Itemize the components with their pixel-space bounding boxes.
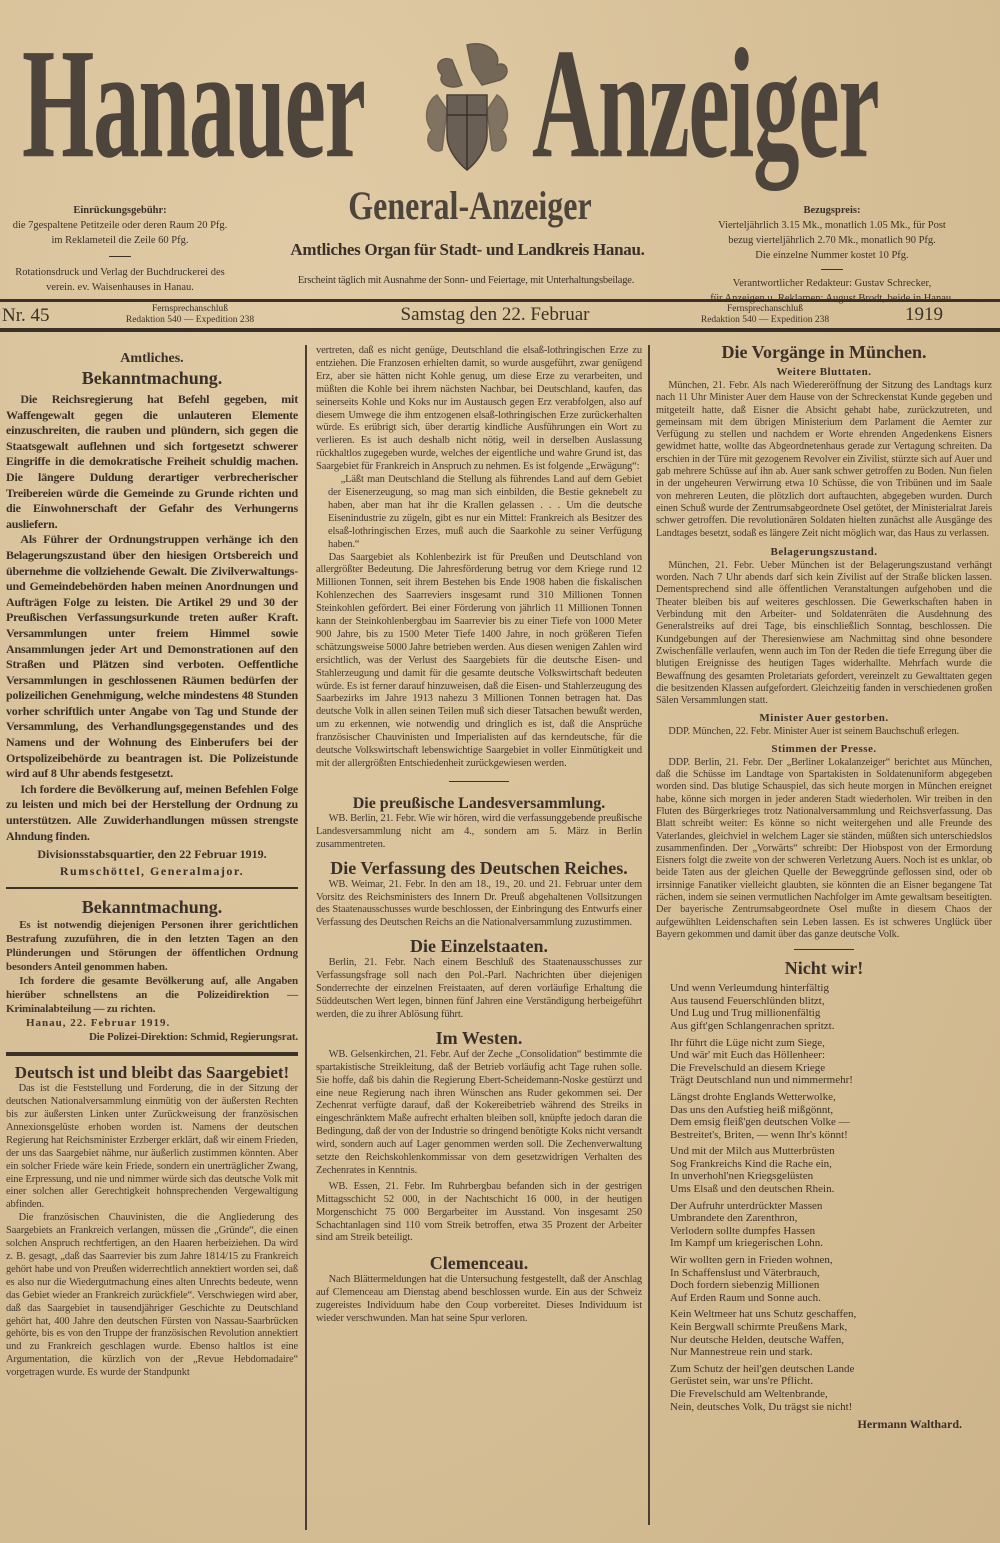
article-body [316, 879, 642, 931]
article-continuation [316, 345, 642, 771]
article-body [6, 392, 298, 844]
poem-line: Nur deutsche Helden, deutsche Waffen, [670, 1333, 845, 1346]
paragraph: DDP. Berlin, 21. Febr. Der „Berliner Lokalanzeiger“ berichtet aus München, daß die Schüsse im Landtage von Spartakisten in Soldatenuniform abgegeben worden sind. Das blutige Schauspiel, das sich heute morgen in München ereignet habe, könne sich morgen in jeder anderen Stadt wiederholen. Wir treiben in den Fluten des Bürgerkrieges trotz Nationalversammlung und Reichsverfassung. Das Blatt schreibt weiter: Es könne so nicht weitergehen und alle Freunde des Vaterlandes, gleichviel in welchem Lager sie ständen, müßten sich unterschiedslos zusammenfinden. Der „Vorwärts“ schreibt: Der Hiobspost von der Ermordung Eisners folgt die zweite von der schweren Verletzung Auers. Noch ist es unklar, ob beide Taten aus der gleichen Quelle der Beweggründe geflossen sind, oder ob irrsinnige Fanatiker vielleicht glaubten, sie könnten die an Eisner begangene Tat rächen, indem sie seinen vermutlichen Nachfolger im Amte gewaltsam beseitigten. Der bayerische Zentrumsabgeordnete Osel mußte in diesem Chaos der aufgewühlten Leidenschaften sein Leben lassen. Es ist schweres Unglück über Bayern gekommen und damit über das ganze deutsche Volk. [656, 756, 992, 940]
coat-of-arms-icon [412, 40, 522, 180]
poem-stanza [670, 1254, 992, 1304]
subscription-line: Vierteljährlich 3.15 Mk., monatlich 1.05 Mk., für Post [718, 220, 946, 231]
organ-line: Amtliches Organ für Stadt- und Landkreis Hanau. [290, 240, 645, 259]
phone-numbers: Redaktion 540 — Expedition 238 [700, 315, 830, 325]
poem-line: Ihr führt die Lüge nicht zum Siege, [670, 1036, 825, 1049]
article-title: Deutsch ist und bleibt das Saargebiet! [14, 1063, 290, 1083]
poem-line: Kein Weltmeer hat uns Schutz geschaffen, [670, 1308, 857, 1321]
article-body [316, 1049, 642, 1246]
divider [109, 256, 131, 257]
paragraph: Ich fordere die Bevölkerung auf, meinen Befehlen Folge zu leisten und mich bei der Herstellung der Ordnung zu unterstützen. Alle Zuwiderhandlungen müssen strengste Ahndung finden. [6, 781, 298, 843]
phone-label: Fernsprechanschluß [727, 304, 803, 314]
editor-line: Verantwortlicher Redakteur: Gustav Schrecker, [732, 278, 932, 289]
article-body [6, 918, 298, 1044]
ad-rates-heading: Einrückungsgebühr: [73, 205, 167, 216]
article-title: Die Vorgänge in München. [721, 342, 927, 362]
issue-year: 1919 [905, 304, 943, 325]
paragraph: WB. Gelsenkirchen, 21. Febr. Auf der Zeche „Consolidation“ bestimmte die spartakistische Streikleitung, daß der Betrieb vorläufig acht Tage ruhen solle. Sie hoffe, daß bis dahin die Regierung Ebert-Scheidemann-Noske gestürzt und eine neue Regierung nach ihren Wünschen ans Ruder gekommen sei. Der Zechenrat verfügte darauf, daß der Kokereibetrieb während des Streiks in eingeschränktem Maße aufrecht erhalten bleiben soll, knüpfte jedoch daran die Bedingung, daß der von der Industrie so dringend benötigte Koks nicht versandt wird, sondern auch auf Lager genommen werden soll. Die Zechenverwaltung setzte den Reichskohlenkommissar von dem gesetzwidrigen Verhalten des Zechenrates in Kenntnis. [316, 1048, 642, 1176]
poem-stanza [670, 982, 992, 1032]
place-date: Hanau, 22. Februar 1919. [26, 1017, 171, 1030]
issue-number: Nr. 45 [2, 305, 50, 326]
subtitle: General-Anzeiger [348, 183, 592, 228]
poem-line: Ums Elsaß und den deutschen Rhein. [670, 1183, 835, 1196]
poem-line: Bestreitet's, Briten, — wenn Ihr's könnt! [670, 1128, 848, 1141]
poem-line: Längst drohte Englands Wetterwolke, [670, 1090, 836, 1103]
paragraph: WB. Berlin, 21. Febr. Wie wir hören, wird die verfassunggebende preußische Landesversammlung nicht am 4., sondern am 5. März in Berlin zusammentreten. [316, 812, 642, 850]
quote-paragraph: „Läßt man Deutschland die Stellung als führendes Land auf dem Gebiet der Eisenerzeugung, so mag man sich einbilden, die Bestie geknebelt zu haben, aber man hat ihr die Krallen gelassen . . . Um die deutsche Eisenindustrie zu zügeln, gibt es nur ein Mittel: Frankreich als Besitzer des elsaß-lothringischen Erzes, muß auch die Saarkohle zu seiner Verfügung haben.“ [328, 474, 642, 550]
ad-rates-line: im Reklameteil die Zeile 60 Pfg. [51, 235, 189, 246]
poem-line: Die Frevelschuld an diesem Kriege [670, 1061, 826, 1074]
poem-author: Hermann Walthard. [857, 1417, 962, 1432]
article-body [656, 560, 992, 708]
poem-line: Umbrandete den Zarenthron, [670, 1212, 798, 1225]
poem-line: Das uns den Aufstieg heiß mißgönnt, [670, 1103, 834, 1116]
section-heading: Amtliches. [120, 351, 184, 366]
divider [821, 269, 843, 270]
article-title: Die Verfassung des Deutschen Reiches. [330, 857, 628, 878]
subscription-heading: Bezugspreis: [803, 205, 861, 216]
phone-info-left [95, 304, 285, 326]
paragraph: Nach Blättermeldungen hat die Untersuchung festgestellt, daß der Anschlag auf Clemenceau am Dienstag abend beschlossen wurde. Ein aus der Schweiz zugereistes Individuum habe den Coup vorbereitet. Dieses Individuum ist wieder verschwunden. Man hat seine Spur verloren. [316, 1274, 642, 1325]
paragraph: Das ist die Feststellung und Forderung, die in der Sitzung der deutschen Nationalversammlung einmütig von der äußersten Rechten bis zur äußersten Linken unter Zurückweisung der französischen Annexionsgelüste erhoben worden ist. Namens der deutschen Regierung hat Reichsminister Erzberger erklärt, daß wir einem Frieden, der uns das Saargebiet nähme, nur äußerlich zustimmen könnten. Aber ein solcher Friede wäre kein Friede, sondern ein unerträglicher Zwang, eine Erpressung, und nie und nimmer würde sich das deutsche Volk mit einer solchen aller Gerechtigkeit hohnsprechenden Vergewaltigung abfinden. [6, 1083, 298, 1211]
publisher-line: verein. ev. Waisenhauses in Hanau. [46, 282, 194, 293]
divider [449, 781, 509, 782]
article-body [316, 957, 642, 1022]
paragraph: Die französischen Chauvinisten, die die Angliederung des Saargebiets an Frankreich verlangen, müssen die „Gründe“, die einen solchen Anspruch rechtfertigen, an den Haaren herbeiziehen. Da wird z. B. gesagt, „daß das Saarrevier bis zum Jahre 1814/15 zu Frankreich gehört habe und von Preußen widerrechtlich annektiert worden sei, daß es also nur die Wiedergutmachung eines alten Unrechts bedeute, wenn das Gebiet wieder an Frankreich zurückfiele“. Verschwiegen wird aber, daß das Saargebiet in tausendjähriger Geschichte zu Deutschland gehört hat, 400 Jahre den deutschen Fürsten von Nassau-Saarbrücken gehörte, bis es von den Truppe der französischen Revolution annektiert und zu Frankreich geschlagen wurde. Ebenso haltlos ist eine Argumentation, die kürzlich von der „Revue Hebdomadaire“ vorgetragen wurde. Es wurde der Standpunkt [6, 1212, 298, 1379]
article-body [316, 813, 642, 852]
frequency-line: Erscheint täglich mit Ausnahme der Sonn- und Feiertage, mit Unterhaltungsbeilage. [297, 275, 635, 286]
subscription-box [692, 203, 972, 306]
poem-stanza [670, 1091, 992, 1141]
masthead-title-right: Anzeiger [532, 16, 879, 191]
poem-line: Und mit der Milch aus Mutterbrüsten [670, 1145, 835, 1158]
masthead-title-left: Hanauer [22, 16, 365, 191]
poem-line: Auf Erden Raum und Sonne auch. [670, 1291, 821, 1304]
poem-line: Gerüstet sein, war uns're Pflicht. [670, 1375, 814, 1388]
paragraph: Berlin, 21. Febr. Nach einem Beschluß des Staatenausschusses zur Verfassungsfrage soll nach den Pol.-Parl. Nachrichten über diejenigen Sonderrechte der einzelnen Freistaaten, auf deren vorläufige Erhaltung die Süddeutschen Wert legen, binnen fünf Jahren eine Verständigung herbeigeführt werden, die zu ihrer Ablösung führt. [316, 957, 642, 1020]
poem-stanza [670, 1308, 992, 1358]
poem-line: Nein, deutsches Volk, Du trägst sie nicht! [670, 1400, 853, 1413]
divider [794, 949, 854, 950]
article-body [656, 757, 992, 941]
poem-line: Verlodern sollte dumpfes Hassen [670, 1224, 816, 1237]
subheading: Minister Auer gestorben. [759, 712, 889, 725]
divider [6, 887, 298, 889]
article-body [316, 1274, 642, 1326]
phone-label: Fernsprechanschluß [152, 304, 228, 314]
poem-stanza [670, 1145, 992, 1195]
paragraph: Es ist notwendig diejenigen Personen ihrer gerichtlichen Bestrafung zuzuführen, die in den letzten Tagen an den Plünderungen und Störungen der öffentlichen Ordnung besonders Anteil genommen haben. [6, 919, 298, 974]
article-body [656, 380, 992, 540]
poem-line: Die Frevelschuld am Weltenbrande, [670, 1387, 828, 1400]
poem-stanza [670, 1363, 992, 1413]
poem-stanza [670, 1037, 992, 1087]
poem-line: Zum Schutz der heil'gen deutschen Lande [670, 1362, 855, 1375]
poem-line: Und wär' mit Euch das Höllenheer: [670, 1049, 826, 1062]
article-title: Die Einzelstaaten. [410, 936, 548, 957]
column-rule [305, 345, 307, 1530]
poem-line: In Schaffenslust und Väterbrauch, [670, 1266, 820, 1279]
paragraph: WB. Essen, 21. Febr. Im Ruhrbergbau befanden sich in der gestrigen Mittagsschicht 52 000, in der Nachtschicht 16 000, in der heutigen Morgenschicht 75 000 Bergarbeiter im Ausstand. Von insgesamt 250 Schachtanlagen sind 110 vom Streik betroffen, etwa 35 Prozent der Arbeiter sind am Streik beteiligt. [316, 1180, 642, 1244]
middle-column [316, 345, 642, 1326]
paragraph: Die Reichsregierung hat Befehl gegeben, mit Waffengewalt gegen die unlauteren Elemente einzuschreiten, die rauben und plündern, sich gegen die Staatsgewalt auflehnen und sich fortgesetzt schwerer Eingriffe in die demokratische Freiheit schuldig machen. Die längere Duldung derartiger verbrecherischer Treibereien würde die Gemeinde zu Grunde richten und die Einwohnerschaft der Gefahr des Verhungerns ausliefern. [6, 392, 298, 531]
poem-line: Aus tausend Feuerschlünden blitzt, [670, 994, 825, 1007]
left-column [6, 350, 298, 1380]
ad-rates-box [0, 203, 240, 295]
poem-line: Der Aufruhr unterdrückter Massen [670, 1199, 823, 1212]
poem-line: Sog Frankreichs Kind die Rache ein, [670, 1157, 832, 1170]
phone-info-right [670, 304, 860, 326]
poem-line: Im Kampf um kriegerischen Lohn. [670, 1237, 824, 1250]
article-title: Bekanntmachung. [81, 368, 223, 388]
issue-date: Samstag den 22. Februar [400, 304, 590, 325]
paragraph: WB. Weimar, 21. Febr. In den am 18., 19., 20. und 21. Februar unter dem Vorsitz des Reichsministers des Innern Dr. Preuß abgehaltenen Vollsitzungen des Staatenausschusses wurde beschlossen, der Einbringung des Entwurfs einer Verfassung des Deutschen Reichs an die Nationalversammlung zuzustimmen. [316, 878, 642, 929]
paragraph: Das Saargebiet als Kohlenbezirk ist für Preußen und Deutschland von allergrößter Bedeutung. Die Jahresförderung betrug vor dem Kriege rund 12 Millionen Tonnen, seit ihrem Bestehen bis Ende 1908 haben die fiskalischen Kohlenzechen des Saarreviers insgesamt rund 310 Millionen Tonnen Steinkohlen gefördert. Bei einer Förderung von jährlich 11 Millionen Tonnen kann der Steinkohlenbergbau im Saarrevier bis zu einer Tiefe von 1000 Meter 900 Jahre, bis zu 1500 Meter Tiefe 1400 Jahre, in noch größeren Tiefen schätzungsweise 5000 Jahre betrieben werden. Aus diesen wenigen Zahlen wird ersichtlich, was der Verlust des Saargebiets für die deutsche Eisen- und Stahlerzeugung und damit für die gesamte deutsche Volkswirtschaft bedeuten würde. Es ist ferner darauf hinzuweisen, daß die Eisen- und Stahlerzeugung des Saarbezirks im Jahre 1913 nahezu 3 Millionen Tonnen betragen hat. Das deutsche Volk in allen seinen Teilen muß sich dieser Tatsachen bewußt werden, um zu erkennen, wie notwendig und dringlich es ist, daß die Ansprüche französischer Chauvinisten und Imperialisten auf das kerndeutsche, für die deutsche Volkswirtschaft lebenswichtige Saargebiet in voller Einmütigkeit und mit der allergrößten Entschiedenheit zurückgewiesen werden. [316, 551, 642, 769]
poem [656, 982, 992, 1413]
poem-line: In unverhohl'nen Kriegsgelüsten [670, 1170, 814, 1183]
poem-line: Aus gift'gen Schlangenrachen spritzt. [670, 1019, 835, 1032]
masthead-rule-top [0, 299, 1000, 302]
article-title: Clemenceau. [429, 1253, 529, 1274]
paragraph: vertreten, daß es nicht genüge, Deutschland die elsaß-lothringischen Erze zu entziehen. Die Franzosen erhielten damit, so wurde ausgeführt, zwar genügend Erz, aber sie hätten nicht Kohle genug, um diese Erze zu verarbeiten, und müßten die Kohle bei ihrem nächsten Nachbar, bei Deutschland, kaufen, das seinerseits Kohle und Koks nur im Austausch gegen Erz verabfolgen, also auf diesem Umwege die ihm entzogenen elsaß-lothringischen Erze zurückerhalten würde. Es erübrigt sich, über derartig kindliche Ausführungen ein Wort zu verlieren. Es ist auch deshalb nicht nötig, weil in derselben Auslassung rückhaltlos zugegeben wurde, welches der eigentliche und wahre Grund ist, das Saargebiet für Frankreich in Anspruch zu nehmen. Es ist folgende „Erwägung“: [316, 345, 642, 473]
poem-line: Und Lug und Trug millionenfältig [670, 1007, 821, 1020]
poem-line: Und wenn Verleumdung hinterfältig [670, 982, 829, 995]
paragraph: Als Führer der Ordnungstruppen verhänge ich den Belagerungszustand über den hiesigen Ortsbereich und übernehme die vollziehende Gewalt. Die Zivilverwaltungs- und Gemeindebehörden haben meinen Anordnungen und Aufträgen Folge zu leisten. Die Artikel 29 und 30 der Preußischen Verfassungsurkunde treten außer Kraft. Versammlungen unter freiem Himmel sowie Ansammlungen jeder Art und Demonstrationen auf den Straßen und Plätzen sind verboten. Oeffentliche Versammlungen in geschlossenen Räumen bedürfen der polizeilichen Genehmigung, welche mindestens 48 Stunden vorher schriftlich unter Angabe von Tag und Stunde der Versammlung, des Verhandlungsgegenstandes und des Namens und der Wohnung des Einberufers bei der Ortspolizeibehörde zu beantragen ist. Die Polizeistunde wird auf 8 Uhr abends festgesetzt. [6, 532, 298, 781]
article-title: Bekanntmachung. [81, 897, 223, 918]
poem-line: Wir wollten gern in Frieden wohnen, [670, 1254, 833, 1267]
article-title: Die preußische Landesversammlung. [352, 794, 606, 812]
poem-stanza [670, 1200, 992, 1250]
poem-line: Nur Mannestreue rein und stark. [670, 1346, 813, 1359]
place-date: Divisionsstabsquartier, den 22 Februar 1919. [37, 847, 267, 862]
subscription-line: Die einzelne Nummer kostet 10 Pfg. [755, 250, 909, 261]
article-body [6, 1083, 298, 1380]
article-body [656, 726, 992, 738]
signature: Rumschöttel, Generalmajor. [59, 864, 245, 879]
divider [6, 1052, 298, 1056]
right-column [656, 342, 992, 1431]
subscription-line: bezug vierteljährlich 2.70 Mk., monatlich 90 Pfg. [728, 235, 936, 246]
subheading: Belagerungszustand. [770, 545, 878, 558]
signature: Die Polizei-Direktion: Schmid, Regierungsrat. [88, 1031, 298, 1044]
poem-line: Doch fordern siebenzig Millionen [670, 1279, 820, 1292]
paragraph: Ich fordere die gesamte Bevölkerung auf, alle Angaben hierüber schnellstens an die Polizeidirektion — Kriminalabteilung — zu richten. [6, 975, 298, 1016]
paragraph: München, 21. Febr. Ueber München ist der Belagerungszustand verhängt worden. Nach 7 Uhr abends darf sich kein Zivilist auf der Straße blicken lassen. Dementsprechend sind alle öffentlichen Veranstaltungen aufgehoben und die Theater bleiben bis auf weiteres geschlossen. Die Gewerkschaften haben in Verbindung mit den Arbeiter- und Soldatenräten die Ausdehnung des Generalstreiks auf drei Tage, bis einschließlich Sonntag, beschlossen. Die Kundgebungen auf der Theresienwiese am Nachmittag sind ohne besondere Zwischenfälle verlaufen, wenn auch im Ton der Reden die tiefe Erregung über die blutigen Ereignisse des heutigen Tages widerhallte. Mehrfach wurde die Bewaffnung des gesamten Proletariats gefordert, vereinzelt zu Gewalttaten gegen die besitzenden Klassen aufgefordert. Gleichzeitig fanden in verschiedenen großen Sälen Versammlungen statt. [656, 559, 992, 707]
paragraph: München, 21. Febr. Als nach Wiedereröffnung der Sitzung des Landtags kurz nach 11 Uhr Minister Auer dem Hause von der Schreckenstat Kunde gegeben und mitgeteilt hatte, daß Eisner die Absicht gehabt habe, zurückzutreten, und gemeinsam mit dem übrigen Ministerium dem Parlament die Aemter zur Verfügung zu stellen und nachdem er Worte ehrenden Angedenkens Eisners gewidmet hatte, wollte das Abgeordnetenhaus gerade zur Vertagung schreiten. Da erschien in der Türe mit gezogenem Revolver ein Zivilist, stürzte sich auf Auer und gab mehrere Schüsse auf ihn ab. Auer sank schwer getroffen zu Boden. Nun fielen in der ungeheuren Verwirrung etwa 10 Schüsse, die von Tribünen und im Saale von mehreren Leuten, die plötzlich dort auftauchten, abgegeben wurden. Durch einen Schuß wurde der Zentrumsabgeordnete Osel getötet, der Ministerialrat Jareis schwer getroffen. Die revolutionären Soldaten hielten zunächst alle Ausgänge des Landtages besetzt, sodaß es längere Zeit nicht möglich war, das Haus zu verlassen. [656, 380, 992, 539]
publisher-line: Rotationsdruck und Verlag der Buchdruckerei des [15, 267, 225, 278]
subheading: Stimmen der Presse. [771, 742, 877, 755]
poem-line: Kein Bergwall schirmte Preußens Mark, [670, 1321, 848, 1334]
subheading: Weitere Bluttaten. [776, 366, 872, 378]
poem-title: Nicht wir! [784, 958, 864, 979]
poem-line: Trägt Deutschland nun und nimmermehr! [670, 1074, 853, 1087]
paragraph: DDP. München, 22. Febr. Minister Auer ist seinem Bauchschuß erlegen. [668, 726, 959, 738]
phone-numbers: Redaktion 540 — Expedition 238 [125, 315, 255, 325]
poem-line: Dem emsig fleiß'gen deutschen Volke — [670, 1116, 850, 1129]
article-title: Im Westen. [435, 1027, 523, 1048]
masthead-rule-bottom [0, 328, 1000, 332]
ad-rates-line: die 7gespaltene Petitzeile oder deren Raum 20 Pfg. [12, 220, 228, 231]
column-rule [648, 345, 650, 1525]
